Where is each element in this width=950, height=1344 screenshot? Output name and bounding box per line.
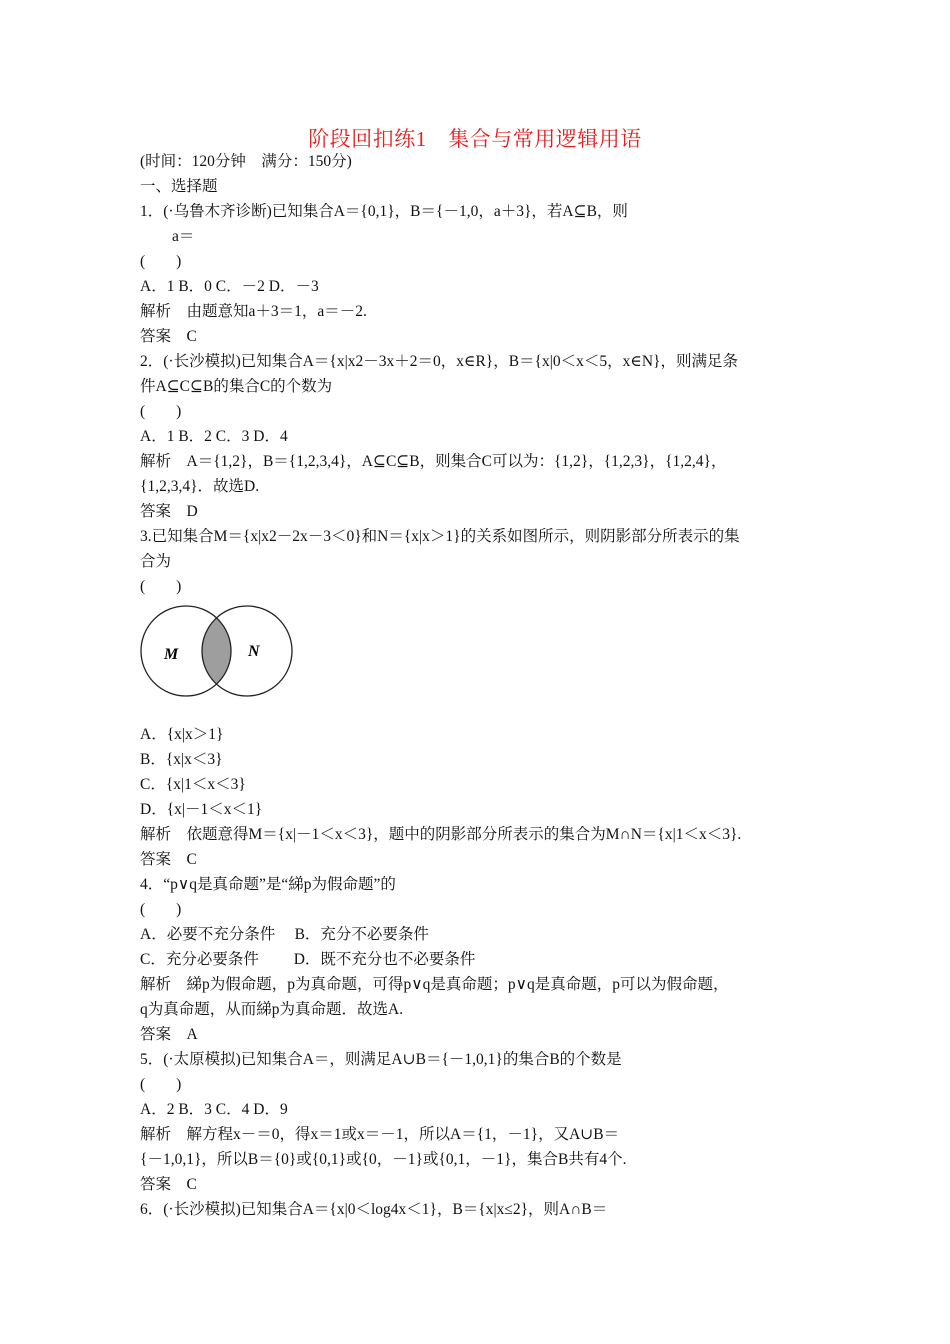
q1-paren: ( ) xyxy=(140,253,182,270)
q1-answer: 答案 C xyxy=(140,328,197,345)
q1-options: A．1 B．0 C．－2 D．－3 xyxy=(140,278,319,295)
q5-stem: 5．(·太原模拟)已知集合A＝，则满足A∪B＝{－1,0,1}的集合B的个数是 xyxy=(140,1051,622,1068)
venn-label-n: N xyxy=(248,643,260,660)
q3-analysis: 解析 依题意得M＝{x|－1＜x＜3}，题中的阴影部分所表示的集合为M∩N＝{x|1＜x＜3}. xyxy=(140,826,742,843)
q2-options: A．1 B．2 C．3 D．4 xyxy=(140,428,288,445)
q4-analysis-cont: q为真命题，从而綈p为真命题．故选A. xyxy=(140,1001,404,1018)
q4-options-ab: A．必要不充分条件 B．充分不必要条件 xyxy=(140,926,429,943)
q3-option-d: D．{x|－1＜x＜1} xyxy=(140,801,263,818)
q3-answer: 答案 C xyxy=(140,851,197,868)
q3-option-b: B．{x|x＜3} xyxy=(140,751,223,768)
q3-option-c: C．{x|1＜x＜3} xyxy=(140,776,246,793)
page-title: 阶段回扣练1 集合与常用逻辑用语 xyxy=(308,127,642,151)
q4-stem: 4．“p∨q是真命题”是“綈p为假命题”的 xyxy=(140,876,396,893)
q2-paren: ( ) xyxy=(140,403,182,420)
section-heading: 一、选择题 xyxy=(140,178,218,195)
q2-analysis-cont: {1,2,3,4}．故选D. xyxy=(140,478,260,495)
q4-options-cd: C．充分必要条件 D．既不充分也不必要条件 xyxy=(140,951,476,968)
q4-analysis: 解析 綈p为假命题，p为真命题，可得p∨q是真命题；p∨q是真命题，p可以为假命题， xyxy=(140,976,729,993)
q1-analysis: 解析 由题意知a＋3＝1，a＝－2. xyxy=(140,303,367,320)
q3-paren: ( ) xyxy=(140,578,182,595)
venn-label-m: M xyxy=(164,646,179,663)
q1-stem: 1．(·乌鲁木齐诊断)已知集合A＝{0,1}，B＝{－1,0，a＋3}，若A⊆B，则 xyxy=(140,203,628,220)
q6-stem: 6．(·长沙模拟)已知集合A＝{x|0＜log4x＜1}，B＝{x|x≤2}，则A∩B＝ xyxy=(140,1201,608,1218)
q5-options: A．2 B．3 C．4 D．9 xyxy=(140,1101,288,1118)
q5-analysis: 解析 解方程x－＝0，得x＝1或x＝－1，所以A＝{1，－1}，又A∪B＝ xyxy=(140,1126,620,1143)
q1-stem-cont: a＝ xyxy=(172,228,195,245)
q2-analysis: 解析 A＝{1,2}，B＝{1,2,3,4}，A⊆C⊆B，则集合C可以为：{1,2}，{1,2,3}，{1,2,4}， xyxy=(140,453,727,470)
q2-answer: 答案 D xyxy=(140,503,198,520)
q3-stem: 3.已知集合M＝{x|x2－2x－3＜0}和N＝{x|x＞1}的关系如图所示，则阴影部分所表示的集 xyxy=(140,528,740,545)
q4-answer: 答案 A xyxy=(140,1026,198,1043)
q5-analysis-cont: {－1,0,1}，所以B＝{0}或{0,1}或{0，－1}或{0,1，－1}，集合B共有4个. xyxy=(140,1151,627,1168)
q5-paren: ( ) xyxy=(140,1076,182,1093)
q4-paren: ( ) xyxy=(140,901,182,918)
q3-option-a: A．{x|x＞1} xyxy=(140,726,224,743)
q5-answer: 答案 C xyxy=(140,1176,197,1193)
q2-stem: 2．(·长沙模拟)已知集合A＝{x|x2－3x＋2＝0，x∈R}，B＝{x|0＜x＜5，x∈N}，则满足条 xyxy=(140,353,738,370)
time-info: (时间：120分钟 满分：150分) xyxy=(140,153,352,170)
q3-stem-cont: 合为 xyxy=(140,553,172,570)
venn-diagram xyxy=(138,598,298,702)
q2-stem-cont: 件A⊆C⊆B的集合C的个数为 xyxy=(140,378,333,395)
